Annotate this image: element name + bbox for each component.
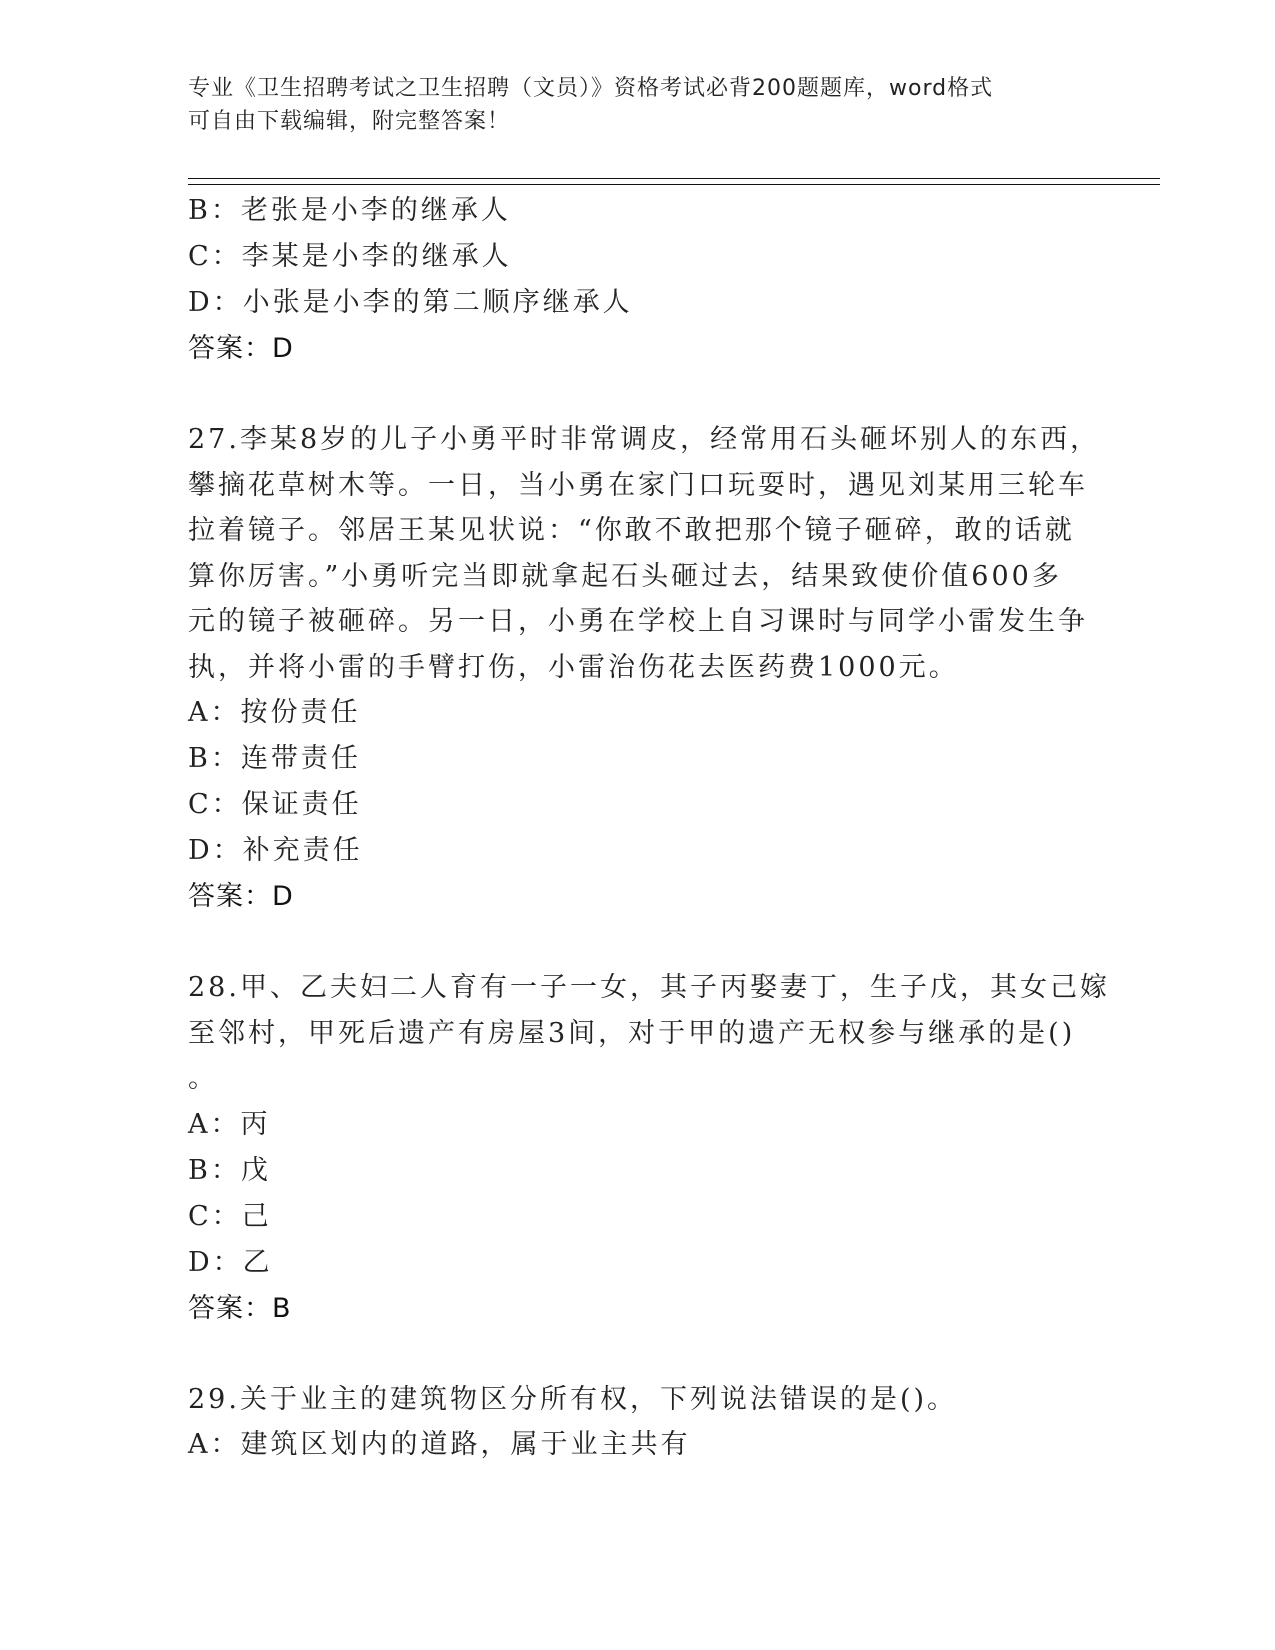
- question-list: [188, 188, 1110, 1468]
- question-stem: [188, 965, 1110, 1102]
- option-a: A：按份责任: [188, 697, 361, 728]
- stem-line: 元的镜子被砸碎。另一日，小勇在学校上自习课时与同学小雷发生争: [188, 606, 1088, 637]
- option-d: D：小张是小李的第二顺序继承人: [188, 287, 633, 318]
- stem-line: 算你厉害。”小勇听完当即就拿起石头砸过去，结果致使价值600多: [188, 560, 1062, 592]
- answer-label: 答案：D: [188, 333, 294, 364]
- answer-label: 答案：B: [188, 1292, 292, 1324]
- question-29: [188, 1377, 1068, 1469]
- stem-line: 执，并将小雷的手臂打伤，小雷治伤花去医药费1000元。: [188, 651, 959, 683]
- question-28: [188, 965, 1110, 1332]
- option-c: C：李某是小李的继承人: [188, 241, 512, 272]
- option-d: D：乙: [188, 1246, 273, 1278]
- stem-line: 。: [188, 1063, 218, 1094]
- stem-line: 29.关于业主的建筑物区分所有权，下列说法错误的是()。: [188, 1383, 958, 1415]
- stem-line: 至邻村，甲死后遗产有房屋3间，对于甲的遗产无权参与继承的是(): [188, 1017, 1076, 1049]
- question-27: [188, 417, 1101, 920]
- option-b: B：戊: [188, 1154, 271, 1186]
- header-line-2: 可自由下载编辑，附完整答案！: [188, 109, 511, 134]
- option-c: C：保证责任: [188, 789, 362, 820]
- question-stem: [188, 1377, 1068, 1423]
- question-stem: [188, 417, 1101, 690]
- option-a: A：建筑区划内的道路，属于业主共有: [188, 1429, 691, 1460]
- stem-line: 攀摘花草树木等。一日，当小勇在家门口玩耍时，遇见刘某用三轮车: [188, 469, 1088, 501]
- option-b: B：老张是小李的继承人: [188, 195, 511, 226]
- spacer: [188, 372, 1068, 417]
- stem-line: 28.甲、乙夫妇二人育有一子一女，其子丙娶妻丁，生子戊，其女己嫁: [188, 972, 1110, 1003]
- option-b: B：连带责任: [188, 743, 361, 774]
- option-c: C：己: [188, 1200, 272, 1232]
- stem-line: 拉着镜子。邻居王某见状说：“你敢不敢把那个镜子砸碎，敢的话就: [188, 515, 1075, 546]
- option-d: D：补充责任: [188, 835, 363, 866]
- header-line-1: 专业《卫生招聘考试之卫生招聘（文员）》资格考试必背200题题库，word格式: [188, 76, 994, 101]
- stem-line: 27.李某8岁的儿子小勇平时非常调皮，经常用石头砸坏别人的东西，: [188, 424, 1101, 455]
- header-rule: [188, 178, 1160, 185]
- document-header: [188, 72, 1088, 138]
- question-26-tail: [188, 188, 1068, 372]
- spacer: [188, 920, 1068, 965]
- option-a: A：丙: [188, 1108, 271, 1140]
- spacer: [188, 1332, 1068, 1377]
- answer-label: 答案：D: [188, 881, 294, 912]
